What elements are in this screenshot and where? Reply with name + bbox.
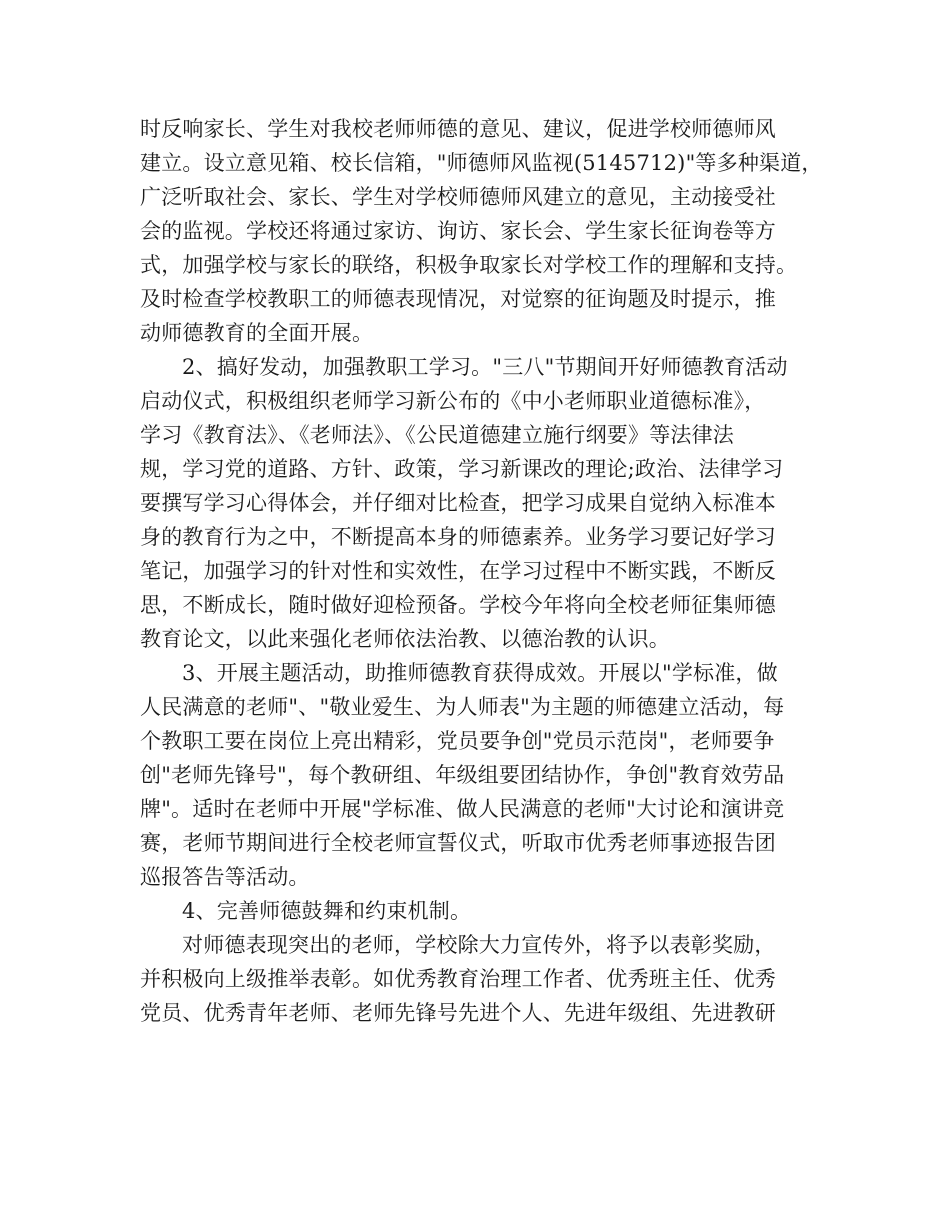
text-line: 个教职工要在岗位上亮出精彩，党员要争创"党员示范岗"，老师要争 (140, 729, 775, 753)
text-line: 巡报答告等活动。 (140, 865, 310, 889)
text-line: 建立。设立意见箱、校长信箱，"师德师风监视(5145712)"等多种渠道， (140, 151, 823, 175)
text-line: 党员、优秀青年老师、老师先锋号先进个人、先进年级组、先进教研 (140, 1001, 776, 1025)
text-line: 会的监视。学校还将通过家访、询访、家长会、学生家长征询卷等方 (140, 219, 776, 243)
text-line: 牌"。适时在老师中开展"学标准、做人民满意的老师"大讨论和演讲竞 (140, 797, 785, 821)
text-line: 人民满意的老师"、"敬业爱生、为人师表"为主题的师德建立活动，每 (140, 695, 785, 719)
document-body (140, 112, 823, 1030)
text-line: 创"老师先锋号"，每个教研组、年级组要团结协作，争创"教育效劳品 (140, 763, 785, 787)
paragraph-3-start: 3、开展主题活动，助推师德教育获得成效。开展以"学标准，做 (182, 661, 778, 685)
text-line: 身的教育行为之中，不断提高本身的师德素养。业务学习要记好学习 (140, 525, 776, 549)
text-line: 笔记，加强学习的针对性和实效性，在学习过程中不断实践，不断反 (140, 559, 776, 583)
paragraph-2-start: 2、搞好发动，加强教职工学习。"三八"节期间开好师德教育活动 (182, 355, 788, 379)
text-line: 式，加强学校与家长的联络，积极争取家长对学校工作的理解和支持。 (140, 253, 798, 277)
text-line: 赛，老师节期间进行全校老师宣誓仪式，听取市优秀老师事迹报告团 (140, 831, 776, 855)
text-line: 教育论文，以此来强化老师依法治教、以德治教的认识。 (140, 627, 670, 651)
text-line: 思，不断成长，随时做好迎检预备。学校今年将向全校老师征集师德 (140, 593, 776, 617)
text-line: 学习《教育法》、《老师法》、《公民道德建立施行纲要》等法律法 (140, 423, 734, 447)
text-line: 广泛听取社会、家长、学生对学校师德师风建立的意见，主动接受社 (140, 185, 776, 209)
text-line: 规，学习党的道路、方针、政策，学习新课改的理论;政治、法律学习 (140, 457, 784, 481)
text-line: 启动仪式，积极组织老师学习新公布的《中小老师职业道德标准》， (140, 389, 766, 413)
paragraph-4-heading: 4、完善师德鼓舞和约束机制。 (182, 899, 472, 923)
text-line: 动师德教育的全面开展。 (140, 321, 374, 345)
text-line: 及时检查学校教职工的师德表现情况，对觉察的征询题及时提示，推 (140, 287, 776, 311)
paragraph-5-start: 对师德表现突出的老师，学校除大力宣传外，将予以表彰奖励， (182, 933, 776, 957)
text-line: 并积极向上级推举表彰。如优秀教育治理工作者、优秀班主任、优秀 (140, 967, 776, 991)
text-line: 时反响家长、学生对我校老师师德的意见、建议，促进学校师德师风 (140, 117, 776, 141)
text-line: 要撰写学习心得体会，并仔细对比检查，把学习成果自觉纳入标准本 (140, 491, 776, 515)
